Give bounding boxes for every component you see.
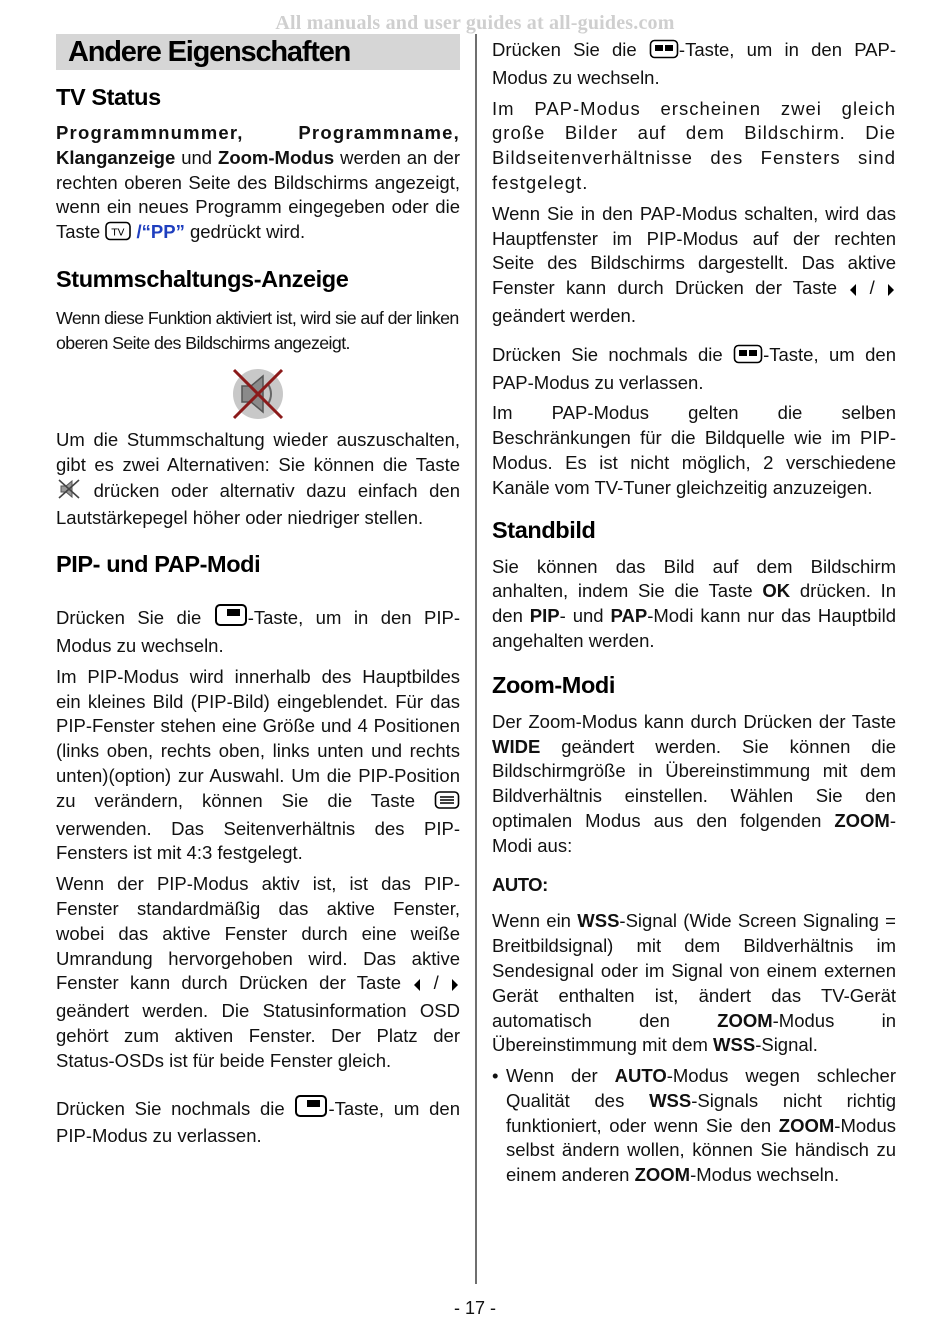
pap-paragraph-2: Im PAP-Modus erscheinen zwei gleich große Bilder auf dem Bildschirm. Die Bildseitenverhältnisse des Fensters sind festgelegt. — [492, 97, 896, 193]
auto-paragraph — [492, 909, 896, 1058]
left-arrow-icon — [848, 279, 858, 304]
muted-speaker-icon — [228, 366, 288, 422]
mute-paragraph-2 — [56, 428, 460, 531]
pap-button-icon — [733, 344, 763, 371]
text-run: Wenn Sie in den PAP-Modus schalten, wird das Hauptfenster im PIP-Modus auf der rechten Seite des Bildschirms dargestellt. Das aktive Fenster kann durch Drücken der Taste — [492, 202, 896, 299]
bold-term: ZOOM — [778, 1114, 835, 1136]
mute-paragraph-1: Wenn diese Funktion aktiviert ist, wird sie auf der linken oberen Seite des Bildschirms angezeigt. — [56, 307, 459, 353]
text-run: Drücken Sie die — [492, 39, 649, 60]
pip-paragraph-2 — [56, 665, 460, 866]
text-run: / — [858, 277, 886, 299]
freeze-heading: Standbild — [492, 516, 596, 543]
auto-heading: AUTO: — [492, 873, 548, 895]
pap-paragraph-5: Im PAP-Modus gelten die selben Beschränkungen für die Bildquelle wie im PIP-Modus. Es ist nicht möglich, 2 verschiedene Kanäle vom TV-Tuner gleichzeitig anzuzeigen. — [492, 402, 896, 498]
bold-term: WSS — [713, 1034, 756, 1056]
bold-term: OK — [762, 580, 791, 602]
text-run: und — [175, 146, 219, 168]
mute-heading: Stummschaltungs-Anzeige — [56, 265, 349, 292]
bold-term: Zoom-Modus — [218, 146, 335, 168]
text-run: -Signal (Wide Screen Signaling = Breitbildsignal) mit dem Bildverhältnis im Sendesignal oder im Signal von einem externen Gerät enthalten ist, ändert das TV-Gerät automatisch den — [492, 910, 896, 1031]
bold-term: ZOOM — [834, 809, 890, 831]
left-arrow-icon — [412, 974, 422, 999]
position-button-icon — [434, 790, 460, 817]
text-run: drücken oder alternativ dazu einfach den Lautstärkepegel höher oder niedriger stellen. — [56, 479, 460, 529]
text-run: -Signal. — [755, 1034, 818, 1056]
bold-term: Programmnummer, Programmname, — [56, 122, 460, 143]
text-run: Drücken Sie nochmals die — [492, 343, 734, 365]
left-column — [56, 34, 460, 1149]
text-run: Sie können das Bild auf dem Bildschirm anhalten, indem Sie die Taste — [492, 555, 896, 602]
bold-term: WIDE — [492, 735, 541, 757]
zoom-heading: Zoom-Modi — [492, 671, 615, 698]
pip-paragraph-4 — [56, 1094, 460, 1150]
bullet-mark: • — [492, 1065, 499, 1087]
bullet-text — [506, 1064, 896, 1188]
text-run: -Taste, um den PIP-Modus zu verlassen. — [56, 1097, 460, 1147]
auto-bullet — [492, 1064, 896, 1188]
pip-paragraph-1 — [56, 603, 460, 659]
text-run: -Modus in Übereinstimmung mit dem — [492, 1009, 896, 1056]
text-run: -Modus wegen schlecher Qualität des — [506, 1065, 896, 1111]
text-run: -Modi aus: — [492, 809, 896, 856]
mute-figure — [56, 366, 460, 422]
bold-term: ZOOM — [717, 1009, 773, 1031]
bold-term: PAP — [610, 605, 648, 627]
text-run: -Signals nicht richtig funktioniert, oder wenn Sie den — [506, 1089, 896, 1136]
tv-button-icon — [105, 221, 131, 248]
text-run: -Modus selbst ändern wollen, können Sie händisch zu einem anderen — [506, 1114, 896, 1186]
pp-label: /“PP” — [136, 221, 185, 243]
text-run: werden an der rechten oberen Seite des Bildschirms angezeigt, wenn ein neues Programm eingegeben oder die Taste — [56, 146, 460, 243]
right-column — [492, 34, 896, 1188]
text-run: geändert werden. — [492, 304, 636, 326]
pap-button-icon — [649, 39, 679, 66]
pap-paragraph-1 — [492, 38, 896, 91]
right-arrow-icon — [450, 974, 460, 999]
bold-term: WSS — [577, 910, 620, 932]
bold-term: PIP — [529, 605, 560, 627]
text-run: drücken. In den — [492, 580, 896, 627]
text-run: - und — [559, 605, 611, 627]
bold-term: WSS — [649, 1089, 692, 1111]
svg-text:TV: TV — [111, 227, 125, 239]
freeze-paragraph — [492, 555, 896, 654]
text-run: Wenn ein — [492, 910, 578, 932]
zoom-paragraph-1 — [492, 710, 896, 859]
text-run: geändert werden. Die Statusinformation OSD gehört zum aktiven Fenster. Der Platz der Status-OSDs ist für beide Fenster gleich. — [56, 1000, 460, 1071]
pip-button-icon — [294, 1094, 328, 1125]
text-run: -Taste, um in den PAP-Modus zu wechseln. — [492, 39, 897, 88]
tv-status-heading: TV Status — [56, 84, 161, 110]
text-run: -Taste, um in den PIP-Modus zu wechseln. — [56, 607, 461, 656]
text-run: Wenn der PIP-Modus aktiv ist, ist das PIP-Fenster standardmäßig das aktive Fenster, wobei das aktive Fenster durch eine weiße Umrandung hervorgehoben wird. Das aktive Fenster kann durch Drücken der Taste — [56, 873, 460, 994]
mute-button-icon — [56, 478, 82, 507]
text-run: geändert werden. Sie können die Bildschirmgröße in Übereinstimmung mit dem Bildverhältnis einstellen. Wählen Sie den optimalen Modus aus den folgenden — [492, 735, 896, 831]
pip-paragraph-3 — [56, 872, 460, 1073]
text-run: Um die Stummschaltung wieder auszuschalten, gibt es zwei Alternativen: Sie können die Taste — [56, 428, 460, 475]
right-arrow-icon — [886, 279, 896, 304]
pip-button-icon — [214, 603, 248, 634]
bold-term: ZOOM — [634, 1164, 691, 1186]
text-run: Drücken Sie die — [56, 607, 214, 629]
pap-paragraph-4 — [492, 343, 896, 396]
tv-status-paragraph — [56, 121, 460, 248]
section-banner: Andere Eigenschaften — [56, 34, 460, 70]
text-run: -Modus wechseln. — [690, 1164, 840, 1186]
page-number: - 17 - — [453, 1298, 496, 1318]
text-run: -Taste, um den PAP-Modus zu verlassen. — [492, 343, 896, 393]
text-run: Der Zoom-Modus kann durch Drücken der Taste — [492, 710, 896, 732]
text-run: verwenden. Das Seitenverhältnis des PIP-Fensters ist mit 4:3 festgelegt. — [56, 817, 460, 864]
watermark: All manuals and user guides at all-guides.com — [275, 12, 675, 34]
text-run: gedrückt wird. — [184, 221, 306, 243]
bold-term: AUTO — [614, 1065, 667, 1087]
column-divider — [475, 34, 477, 1284]
pap-paragraph-3 — [492, 202, 896, 329]
text-run: Drücken Sie nochmals die — [56, 1097, 295, 1119]
text-run: -Modi kann nur das Hauptbild angehalten werden. — [492, 605, 896, 651]
text-run: Wenn der — [506, 1065, 615, 1087]
pip-heading: PIP- und PAP-Modi — [56, 551, 261, 578]
bold-term: Klanganzeige — [56, 146, 176, 168]
text-run: Im PIP-Modus wird innerhalb des Hauptbildes ein kleines Bild (PIP-Bild) eingeblendet. Für das PIP-Fenster stehen eine Größe und 4 Positionen (links oben, rechts oben, links unten und rechts unten)(option) zur Auswahl. Um die PIP-Position zu verändern, können Sie die Taste — [56, 665, 460, 811]
text-run: / — [422, 972, 450, 994]
